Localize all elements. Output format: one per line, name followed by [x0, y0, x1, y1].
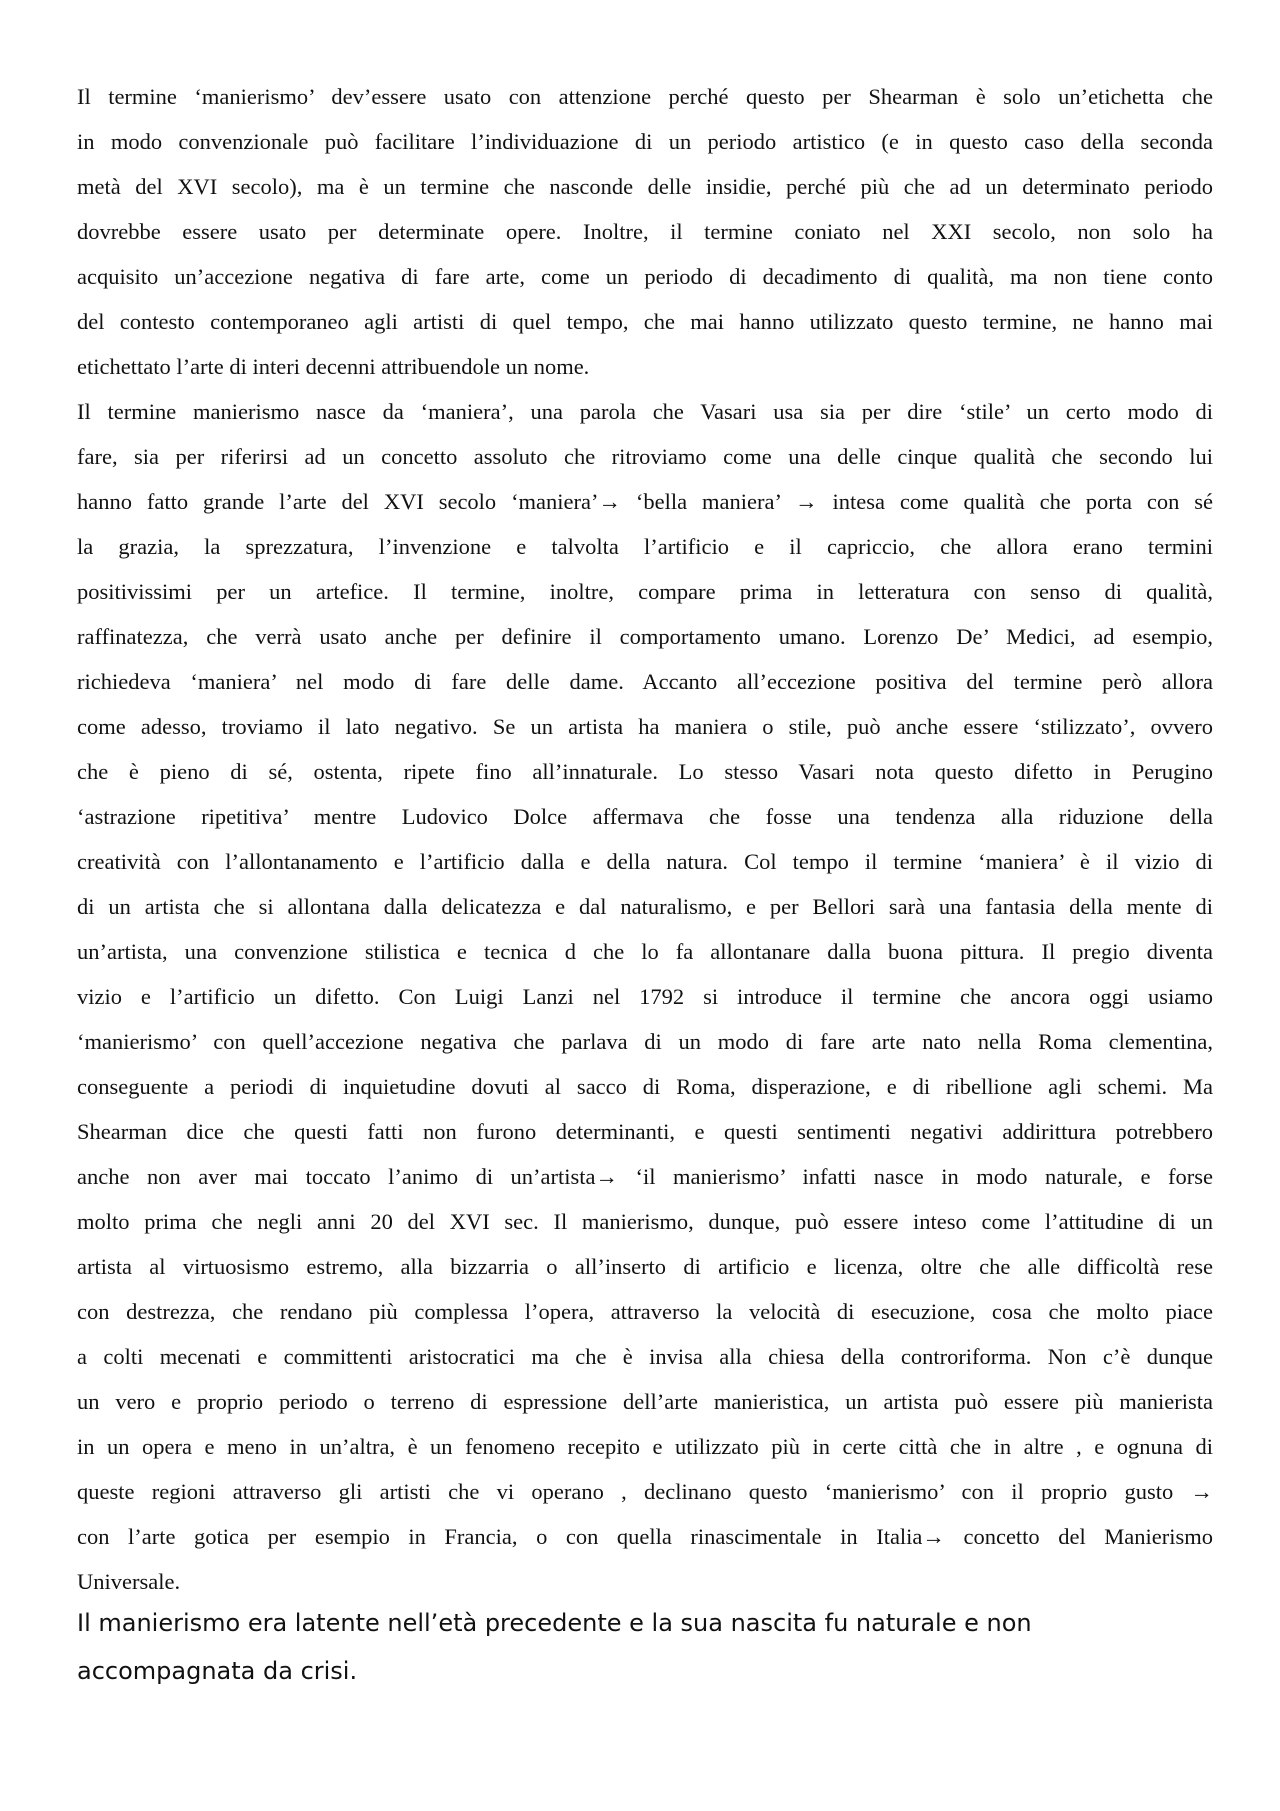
paragraph-2 [77, 389, 1213, 1604]
text-line: ‘astrazione ripetitiva’ mentre Ludovico Dolce affermava che fosse una tendenza alla riduzione della [77, 804, 1213, 829]
document-body [77, 74, 1213, 1604]
text-line: in un opera e meno in un’altra, è un fenomeno recepito e utilizzato più in certe città che in altre , e ognuna di [77, 1434, 1213, 1459]
text-line: di un artista che si allontana dalla delicatezza e dal naturalismo, e per Bellori sarà una fantasia della mente di [77, 894, 1213, 919]
text-line: queste regioni attraverso gli artisti che vi operano , declinano questo ‘manierismo’ con il proprio gusto → [77, 1479, 1213, 1504]
text-line: ‘manierismo’ con quell’accezione negativa che parlava di un modo di fare arte nato nella Roma clementina, [77, 1029, 1213, 1054]
paragraph-1 [77, 74, 1213, 389]
text-line: conseguente a periodi di inquietudine dovuti al sacco di Roma, disperazione, e di ribellione agli schemi. Ma [77, 1074, 1213, 1099]
text-line: richiedeva ‘maniera’ nel modo di fare delle dame. Accanto all’eccezione positiva del termine però allora [77, 669, 1213, 694]
text-line: metà del XVI secolo), ma è un termine che nasconde delle insidie, perché più che ad un determinato periodo [77, 174, 1213, 199]
text-line: con l’arte gotica per esempio in Francia, o con quella rinascimentale in Italia→ concetto del Manierismo [77, 1524, 1213, 1549]
text-line: acquisito un’accezione negativa di fare arte, come un periodo di decadimento di qualità, ma non tiene conto [77, 264, 1213, 289]
text-line: artista al virtuosismo estremo, alla bizzarria o all’inserto di artificio e licenza, oltre che alle difficoltà rese [77, 1254, 1213, 1279]
text-line: vizio e l’artificio un difetto. Con Luigi Lanzi nel 1792 si introduce il termine che ancora oggi usiamo [77, 984, 1213, 1009]
closing-statement [77, 1599, 1213, 1695]
text-line: positivissimi per un artefice. Il termine, inoltre, compare prima in letteratura con senso di qualità, [77, 579, 1213, 604]
text-line: un’artista, una convenzione stilistica e tecnica d che lo fa allontanare dalla buona pittura. Il pregio diventa [77, 939, 1213, 964]
text-line: Universale. [77, 1569, 181, 1594]
text-line: come adesso, troviamo il lato negativo. Se un artista ha maniera o stile, può anche essere ‘stilizzato’, ovvero [77, 714, 1213, 739]
text-line: etichettato l’arte di interi decenni attribuendole un nome. [77, 354, 590, 379]
text-line: raffinatezza, che verrà usato anche per definire il comportamento umano. Lorenzo De’ Medici, ad esempio, [77, 624, 1213, 649]
text-line: creatività con l’allontanamento e l’artificio dalla e della natura. Col tempo il termine ‘maniera’ è il vizio di [77, 849, 1213, 874]
text-line: Il termine manierismo nasce da ‘maniera’, una parola che Vasari usa sia per dire ‘stile’ un certo modo di [77, 399, 1213, 424]
text-line: hanno fatto grande l’arte del XVI secolo ‘maniera’→ ‘bella maniera’ → intesa come qualità che porta con sé [77, 489, 1213, 514]
text-line: Shearman dice che questi fatti non furono determinanti, e questi sentimenti negativi addirittura potrebbero [77, 1119, 1213, 1144]
text-line: Il termine ‘manierismo’ dev’essere usato con attenzione perché questo per Shearman è solo un’etichetta che [77, 84, 1213, 109]
text-line: dovrebbe essere usato per determinate opere. Inoltre, il termine coniato nel XXI secolo, non solo ha [77, 219, 1213, 244]
text-line: Il manierismo era latente nell’età precedente e la sua nascita fu naturale e non [77, 1609, 1032, 1637]
text-line: accompagnata da crisi. [77, 1657, 358, 1685]
text-line: la grazia, la sprezzatura, l’invenzione e talvolta l’artificio e il capriccio, che allora erano termini [77, 534, 1213, 559]
text-line: fare, sia per riferirsi ad un concetto assoluto che ritroviamo come una delle cinque qualità che secondo lui [77, 444, 1213, 469]
text-line: che è pieno di sé, ostenta, ripete fino all’innaturale. Lo stesso Vasari nota questo difetto in Perugino [77, 759, 1213, 784]
text-line: con destrezza, che rendano più complessa l’opera, attraverso la velocità di esecuzione, cosa che molto piace [77, 1299, 1213, 1324]
text-line: anche non aver mai toccato l’animo di un’artista→ ‘il manierismo’ infatti nasce in modo naturale, e forse [77, 1164, 1213, 1189]
text-line: in modo convenzionale può facilitare l’individuazione di un periodo artistico (e in questo caso della seconda [77, 129, 1213, 154]
text-line: a colti mecenati e committenti aristocratici ma che è invisa alla chiesa della controriforma. Non c’è dunque [77, 1344, 1213, 1369]
text-line: un vero e proprio periodo o terreno di espressione dell’arte manieristica, un artista può essere più manierista [77, 1389, 1213, 1414]
text-line: molto prima che negli anni 20 del XVI sec. Il manierismo, dunque, può essere inteso come l’attitudine di un [77, 1209, 1213, 1234]
text-line: del contesto contemporaneo agli artisti di quel tempo, che mai hanno utilizzato questo termine, ne hanno mai [77, 309, 1213, 334]
